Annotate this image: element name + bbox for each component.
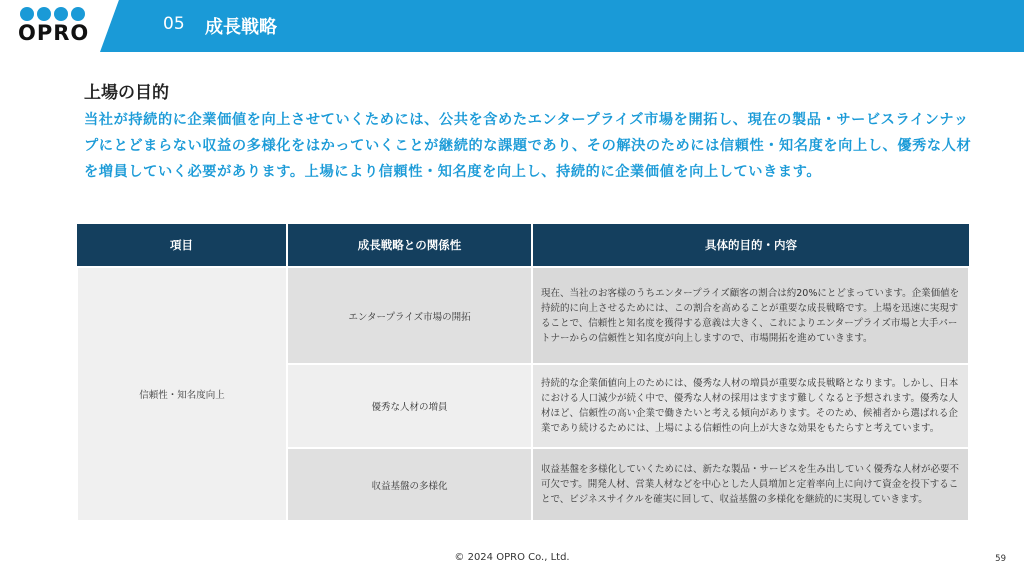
copyright: © 2024 OPRO Co., Ltd. [454, 552, 570, 563]
detail-cell: 収益基盤を多様化していくためには、新たな製品・サービスを生み出していく優秀な人材が必要不可欠です。開発人材、営業人材などを中心とした人員増加と定着率向上に向けて資金を投下することで、ビジネスサイクルを確実に回して、収益基盤の多様化を継続的に実現していきます。 [532, 448, 969, 521]
relation-cell: エンタープライズ市場の開拓 [287, 267, 532, 364]
purpose-table [76, 224, 970, 522]
logo-mark-icon [20, 7, 85, 21]
item-cell: 信頼性・知名度向上 [77, 267, 287, 521]
detail-cell: 現在、当社のお客様のうちエンタープライズ顧客の割合は約20%にとどまっています。企業価値を持続的に向上させるためには、この割合を高めることが重要な成長戦略です。上場を迅速に実現することで、信頼性と知名度を獲得する意義は大きく、これによりエンタープライズ市場と大手パートナーからの信頼性と知名度が向上しますので、市場開拓を進めていきます。 [532, 267, 969, 364]
logo-text: OPRO [18, 21, 90, 45]
section-number: 05 [163, 14, 185, 34]
detail-cell: 持続的な企業価値向上のためには、優秀な人材の増員が重要な成長戦略となります。しかし、日本における人口減少が続く中で、優秀な人材の採用はますます難しくなると予想されます。優秀な人材ほど、信頼性の高い企業で働きたいと考える傾向があります。そのため、候補者から選ばれる企業であり続けるためには、上場による信頼性の向上が大きな効果をもたらすと考えています。 [532, 364, 969, 448]
header-detail: 具体的目的・内容 [532, 224, 969, 267]
lead-paragraph: 当社が持続的に企業価値を向上させていくためには、公共を含めたエンタープライズ市場を開拓し、現在の製品・サービスラインナップにとどまらない収益の多様化をはかっていくことが継続的な課題であり、その解決のためには信頼性・知名度を向上し、優秀な人材を増員していく必要があります。上場により信頼性・知名度を向上し、持続的に企業価値を向上していきます。 [84, 112, 972, 180]
section-title: 上場の目的 [84, 83, 169, 103]
relation-cell: 収益基盤の多様化 [287, 448, 532, 521]
relation-cell: 優秀な人材の増員 [287, 364, 532, 448]
header-relation: 成長戦略との関係性 [287, 224, 532, 267]
page-number: 59 [995, 554, 1006, 564]
header-title: 成長戦略 [205, 17, 277, 38]
table-header-row [77, 224, 969, 267]
table-row [77, 267, 969, 364]
header-item: 項目 [77, 224, 287, 267]
